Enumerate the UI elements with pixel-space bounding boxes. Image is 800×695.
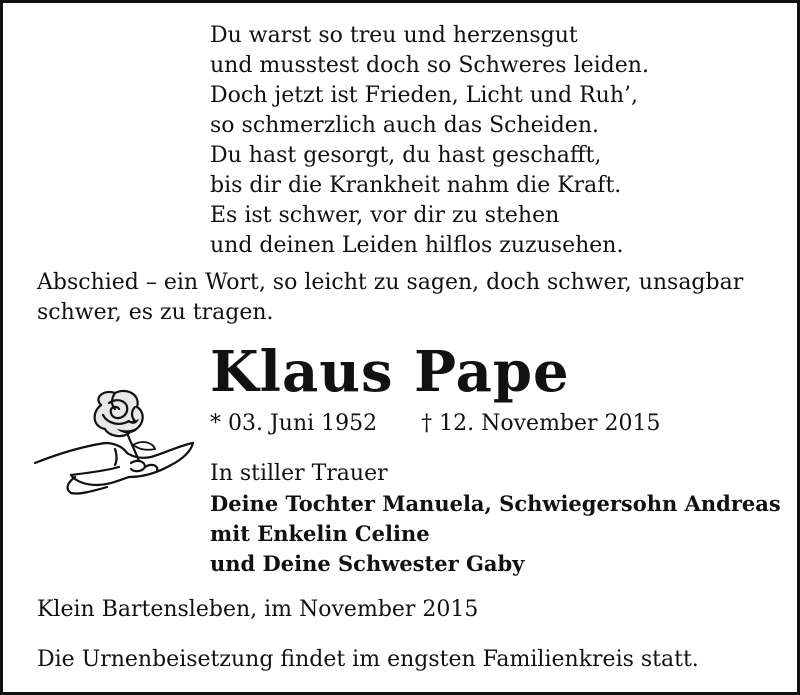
poem-line: Du hast gesorgt, du hast geschafft,: [210, 143, 602, 168]
farewell-quote: Abschied – ein Wort, so leicht zu sagen, doch schwer, unsagbar schwer, es zu tragen.: [37, 270, 744, 325]
burial-note: Die Urnenbeisetzung findet im engsten Familienkreis statt.: [37, 647, 699, 672]
life-dates: [210, 409, 661, 439]
mourner-line: mit Enkelin Celine: [210, 521, 430, 546]
deceased-name: Klaus Pape: [210, 339, 570, 405]
mourners-block: [210, 459, 781, 579]
place-and-date: Klein Bartensleben, im November 2015: [37, 597, 479, 622]
poem-line: und musstest doch so Schweres leiden.: [210, 53, 649, 78]
poem-line: Du warst so treu und herzensgut: [210, 23, 578, 48]
poem-line: Doch jetzt ist Frieden, Licht und Ruh’,: [210, 83, 639, 108]
mourner-line: Deine Tochter Manuela, Schwiegersohn Andreas: [210, 491, 781, 516]
death-date: † 12. November 2015: [421, 411, 661, 436]
poem-line: so schmerzlich auch das Scheiden.: [210, 113, 599, 138]
poem-line: bis dir die Krankheit nahm die Kraft.: [210, 173, 622, 198]
poem: [210, 21, 649, 261]
mourning-intro: In stiller Trauer: [210, 461, 388, 486]
poem-line: und deinen Leiden hilflos zuzusehen.: [210, 233, 624, 258]
rose-in-hands-icon: [31, 385, 201, 500]
birth-date: * 03. Juni 1952: [210, 411, 378, 436]
poem-line: Es ist schwer, vor dir zu stehen: [210, 203, 560, 228]
mourner-line: und Deine Schwester Gaby: [210, 551, 525, 576]
